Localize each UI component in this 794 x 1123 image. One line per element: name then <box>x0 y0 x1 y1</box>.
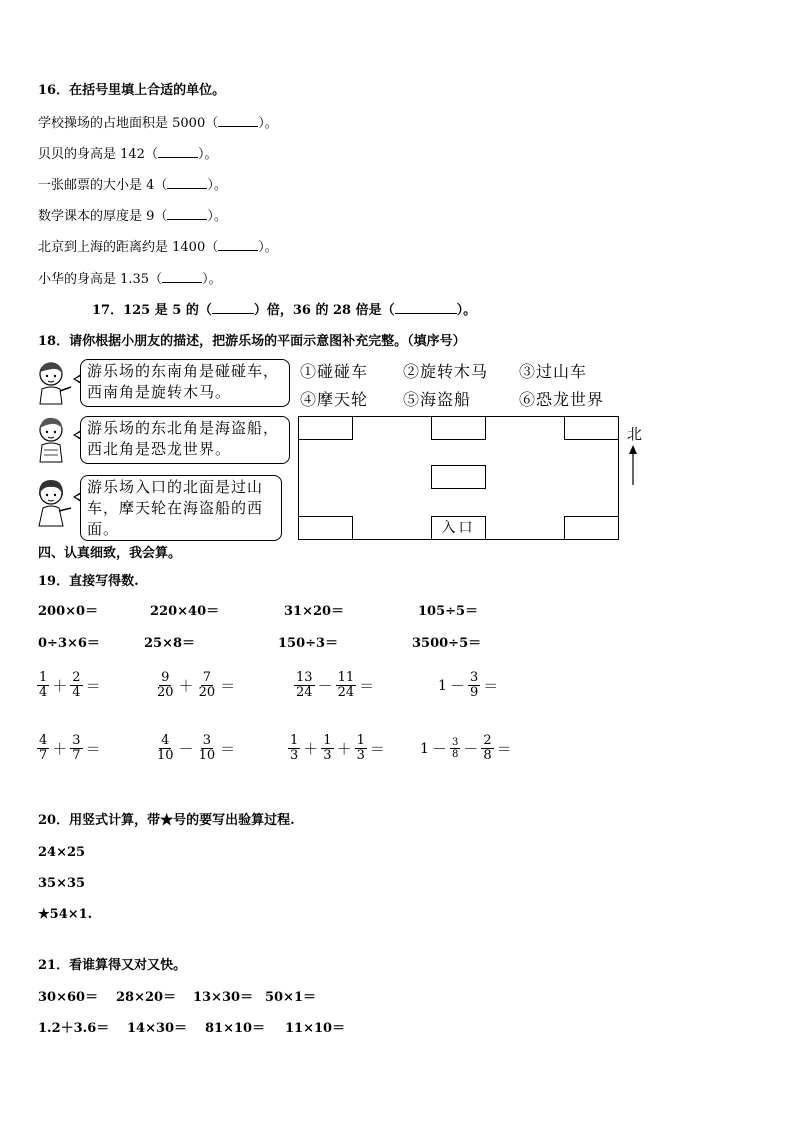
option-3: ③过山车 <box>519 362 588 381</box>
boy-avatar-icon <box>34 360 74 406</box>
calc-item: 81×10＝ <box>205 1021 266 1036</box>
answer-blank[interactable] <box>167 188 207 189</box>
fraction-expr: $\frac{4}{10}$ － $\frac{3}{10}$ ＝ <box>157 733 236 763</box>
answer-blank[interactable] <box>162 282 202 283</box>
speech-bubble-3: 游乐场入口的北面是过山车，摩天轮在海盗船的西面。 <box>80 475 282 541</box>
q18-title: 18．请你根据小朋友的描述，把游乐场的平面示意图补充完整。（填序号） <box>38 334 466 349</box>
answer-blank[interactable] <box>218 126 258 127</box>
q16-item-4: 数学课本的厚度是 9（ ）。 <box>38 209 227 224</box>
speech-bubble-2: 游乐场的东北角是海盗船，西北角是恐龙世界。 <box>80 416 290 464</box>
q20-title: 20．用竖式计算，带★号的要写出验算过程. <box>38 813 295 828</box>
vertical-calc-item: 24×25 <box>38 845 86 860</box>
map-cell-center[interactable] <box>431 465 486 489</box>
q16-item-5: 北京到上海的距离约是 1400（ ）。 <box>38 240 278 255</box>
fraction-expr: $\frac{1}{3}$ ＋ $\frac{1}{3}$ ＋ $\frac{1}{3}$ ＝ <box>290 733 385 763</box>
calc-item: 150÷3＝ <box>278 636 339 651</box>
fraction-expr: $\frac{9}{20}$ ＋ $\frac{7}{20}$ ＝ <box>157 670 236 700</box>
option-2: ②旋转木马 <box>403 362 489 381</box>
speech-bubble-1: 游乐场的东南角是碰碰车，西南角是旋转木马。 <box>80 359 290 407</box>
north-arrow-icon <box>627 444 639 486</box>
map-cell-northwest[interactable] <box>298 416 353 440</box>
fraction-expr: 1 － $\frac{3}{9}$ ＝ <box>438 670 499 700</box>
fraction-expr: $\frac{13}{24}$ － $\frac{11}{24}$ ＝ <box>296 670 375 700</box>
fraction-expr: 1 － $\frac{3}{8}$ － $\frac{2}{8}$ ＝ <box>420 733 512 763</box>
calc-item: 30×60＝ <box>38 990 99 1005</box>
fraction-expr: $\frac{1}{4}$ ＋ $\frac{2}{4}$ ＝ <box>39 670 101 700</box>
north-label: 北 <box>627 425 643 443</box>
calc-item: 25×8＝ <box>144 636 196 651</box>
calc-item: 105÷5＝ <box>418 604 479 619</box>
q16-item-2: 贝贝的身高是 142（ ）。 <box>38 147 218 162</box>
calc-item: 220×40＝ <box>150 604 220 619</box>
calc-item: 11×10＝ <box>285 1021 346 1036</box>
option-1: ①碰碰车 <box>300 362 369 381</box>
answer-blank[interactable] <box>218 250 258 251</box>
calc-item: 50×1＝ <box>265 990 317 1005</box>
q17: 17．125 是 5 的（ ）倍，36 的 28 倍是（ ）。 <box>92 303 477 318</box>
calc-item: 14×30＝ <box>127 1021 188 1036</box>
map-cell-northeast[interactable] <box>564 416 619 440</box>
answer-blank[interactable] <box>395 313 457 314</box>
map-entrance: 入口 <box>431 516 486 540</box>
fraction-expr: $\frac{4}{7}$ ＋ $\frac{3}{7}$ ＝ <box>39 733 101 763</box>
vertical-calc-item: ★54×1. <box>38 907 93 922</box>
calc-item: 0÷3×6＝ <box>38 636 100 651</box>
answer-blank[interactable] <box>167 219 207 220</box>
calc-item: 200×0＝ <box>38 604 99 619</box>
answer-blank[interactable] <box>158 157 198 158</box>
q16-item-3: 一张邮票的大小是 4（ ）。 <box>38 178 227 193</box>
calc-item: 3500÷5＝ <box>412 636 482 651</box>
calc-item: 13×30＝ <box>193 990 254 1005</box>
q16-item-1: 学校操场的占地面积是 5000（ ）。 <box>38 116 278 131</box>
vertical-calc-item: 35×35 <box>38 876 86 891</box>
q16-title: 16．在括号里填上合适的单位。 <box>38 83 226 98</box>
calc-item: 1.2＋3.6＝ <box>38 1021 110 1036</box>
answer-blank[interactable] <box>212 313 254 314</box>
calc-item: 28×20＝ <box>116 990 177 1005</box>
option-4: ④摩天轮 <box>300 390 369 409</box>
girl-avatar-icon <box>34 478 74 528</box>
map-cell-southwest[interactable] <box>298 516 353 540</box>
option-5: ⑤海盗船 <box>403 390 472 409</box>
q19-title: 19．直接写得数. <box>38 574 139 589</box>
calc-item: 31×20＝ <box>284 604 345 619</box>
option-6: ⑥恐龙世界 <box>519 390 605 409</box>
boy-avatar-icon <box>34 416 74 464</box>
q16-item-6: 小华的身高是 1.35（ ）。 <box>38 272 222 287</box>
q21-title: 21．看谁算得又对又快。 <box>38 958 187 973</box>
section-heading: 四、认真细致，我会算。 <box>38 546 182 561</box>
map-cell-southeast[interactable] <box>564 516 619 540</box>
map-cell-north[interactable] <box>431 416 486 440</box>
